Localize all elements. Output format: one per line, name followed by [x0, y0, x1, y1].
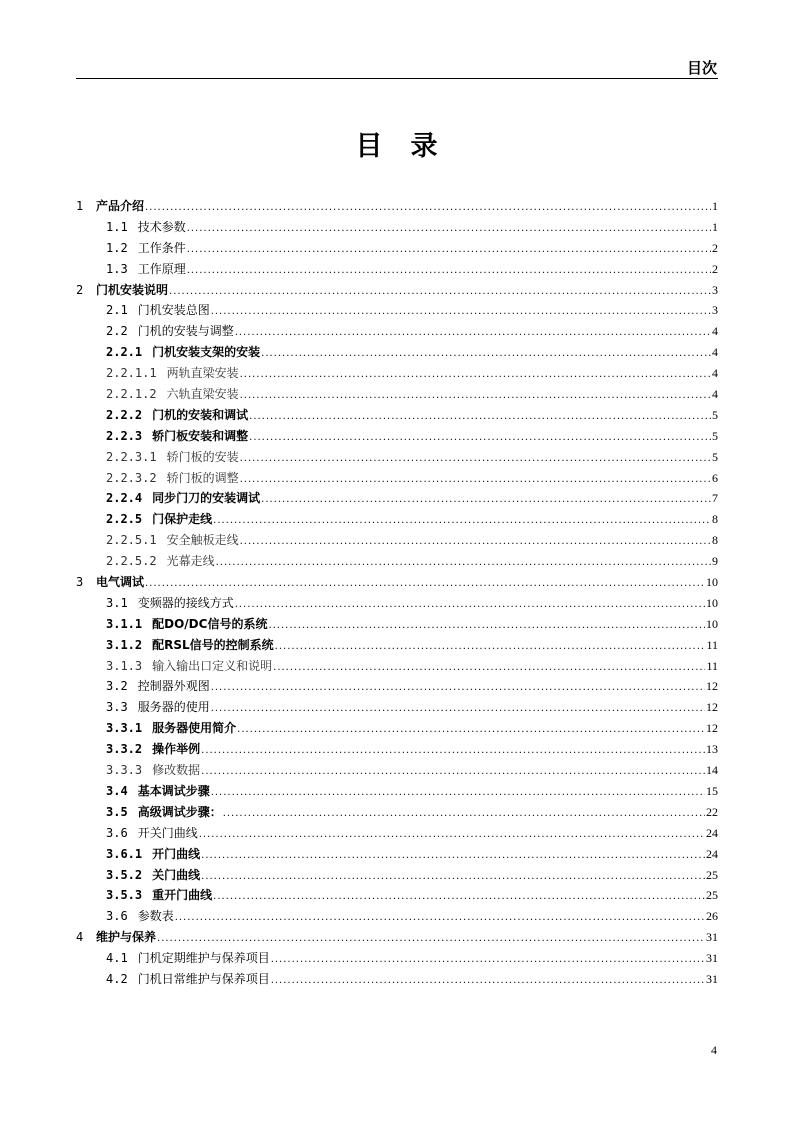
- toc-entry-page: 4: [712, 366, 718, 381]
- toc-entry[interactable]: [76, 739, 718, 760]
- toc-entry-page: 5: [712, 449, 718, 464]
- toc-entry[interactable]: [76, 844, 718, 865]
- toc-entry-page: 12: [706, 700, 718, 715]
- toc-entry-number: 2.2.4: [106, 491, 143, 506]
- toc-entry-title: 开门曲线: [152, 846, 201, 861]
- toc-entry-page: 5: [712, 407, 718, 422]
- toc-entry[interactable]: [76, 760, 718, 781]
- toc-leader-dots: [240, 386, 711, 407]
- toc-entry[interactable]: [76, 384, 718, 405]
- toc-entry[interactable]: [76, 551, 718, 572]
- toc-entry-title: 产品介绍: [96, 199, 145, 213]
- toc-entry-title: 光幕走线: [166, 554, 215, 569]
- toc-entry-number: 2.2.5: [106, 512, 143, 527]
- toc-leader-dots: [145, 198, 711, 219]
- toc-entry-number: 3.1.1: [106, 616, 143, 631]
- toc-leader-dots: [235, 323, 711, 344]
- toc-entry-title: 操作举例: [152, 742, 201, 757]
- toc-entry-title: 门机的安装和调试: [152, 407, 249, 422]
- toc-entry-title: 服务器的使用: [137, 700, 210, 715]
- toc-entry-page: 11: [706, 658, 718, 673]
- toc-entry-page: 6: [712, 470, 718, 485]
- toc-entry-page: 7: [712, 491, 718, 506]
- toc-entry-page: 4: [712, 324, 718, 339]
- toc-entry-title: 工作条件: [137, 240, 186, 255]
- toc-entry-number: 3: [76, 575, 84, 590]
- toc-leader-dots: [249, 428, 711, 449]
- toc-entry-number: 3.3.3: [106, 763, 143, 778]
- toc-entry-title: 门机日常维护与保养项目: [137, 971, 270, 986]
- toc-entry[interactable]: [76, 259, 718, 280]
- toc-leader-dots: [216, 553, 711, 574]
- toc-entry-page: 10: [706, 575, 718, 590]
- toc-entry-page: 2: [712, 240, 718, 255]
- toc-entry[interactable]: [76, 238, 718, 259]
- toc-entry[interactable]: [76, 823, 718, 844]
- toc-leader-dots: [213, 511, 711, 532]
- toc-leader-dots: [261, 344, 711, 365]
- toc-entry-title: 关门曲线: [152, 867, 201, 882]
- toc-entry-number: 1.2: [106, 240, 128, 255]
- toc-entry-page: 1: [712, 219, 718, 234]
- page-title: 目录: [355, 131, 466, 162]
- toc-entry-page: 8: [712, 512, 718, 527]
- toc-entry-number: 3.6: [106, 909, 128, 924]
- toc-entry-title: 基本调试步骤: [137, 783, 210, 798]
- toc-entry-number: 3.4: [106, 783, 128, 798]
- toc-leader-dots: [249, 407, 711, 428]
- toc-entry[interactable]: [76, 593, 718, 614]
- toc-entry-title: 变频器的接线方式: [137, 595, 234, 610]
- toc-entry-page: 3: [712, 282, 718, 297]
- toc-entry[interactable]: [76, 927, 718, 948]
- toc-entry-page: 31: [706, 951, 718, 966]
- toc-entry-title: 轿门板安装和调整: [152, 428, 249, 443]
- toc-entry[interactable]: [76, 906, 718, 927]
- toc-entry-title: 门保护走线: [152, 512, 213, 527]
- toc-entry-number: 3.1.3: [106, 658, 143, 673]
- toc-entry-title: 门机安装支架的安装: [152, 345, 261, 360]
- toc-leader-dots: [201, 741, 705, 762]
- toc-entry[interactable]: [76, 300, 718, 321]
- toc-entry-number: 3.3.1: [106, 721, 143, 736]
- toc-entry-page: 14: [706, 763, 718, 778]
- toc-entry-title: 输入输出口定义和说明: [152, 658, 273, 673]
- toc-entry-number: 3.1: [106, 595, 128, 610]
- toc-entry-page: 13: [706, 742, 718, 757]
- toc-entry-page: 24: [706, 825, 718, 840]
- toc-entry-title: 门机安装总图: [137, 303, 210, 318]
- toc-entry-page: 31: [706, 971, 718, 986]
- toc-entry-page: 25: [706, 888, 718, 903]
- toc-entry-number: 2.2: [106, 324, 128, 339]
- toc-leader-dots: [201, 867, 705, 888]
- toc-entry-page: 5: [712, 428, 718, 443]
- toc-entry-title: 安全触板走线: [166, 533, 239, 548]
- toc-leader-dots: [240, 470, 711, 491]
- toc-entry[interactable]: [76, 363, 718, 384]
- toc-entry[interactable]: [76, 342, 718, 363]
- toc-entry-number: 2.2.1: [106, 345, 143, 360]
- toc-list: [76, 196, 718, 990]
- toc-entry-page: 4: [712, 345, 718, 360]
- toc-entry[interactable]: [76, 530, 718, 551]
- toc-leader-dots: [261, 490, 711, 511]
- toc-entry-number: 2.2.1.2: [106, 387, 157, 402]
- toc-leader-dots: [237, 720, 705, 741]
- toc-leader-dots: [187, 240, 711, 261]
- toc-entry-title: 同步门刀的安装调试: [152, 491, 261, 506]
- toc-entry-number: 3.5: [106, 804, 128, 819]
- toc-entry-title: 技术参数: [137, 219, 186, 234]
- toc-leader-dots: [271, 971, 705, 992]
- toc-entry[interactable]: [76, 635, 718, 656]
- toc-entry-title: 两轨直梁安装: [166, 366, 239, 381]
- toc-entry[interactable]: [76, 405, 718, 426]
- toc-leader-dots: [235, 595, 705, 616]
- toc-entry-title: 高级调试步骤：: [137, 804, 222, 819]
- toc-entry-title: 门机定期维护与保养项目: [137, 951, 270, 966]
- toc-entry-page: 25: [706, 867, 718, 882]
- toc-entry-title: 维护与保养: [96, 930, 157, 945]
- toc-entry-number: 2.2.3.2: [106, 470, 157, 485]
- page-number: 4: [711, 1043, 717, 1057]
- toc-entry-number: 3.2: [106, 679, 128, 694]
- toc-leader-dots: [211, 678, 705, 699]
- toc-entry[interactable]: [76, 321, 718, 342]
- toc-leader-dots: [187, 219, 711, 240]
- toc-leader-dots: [145, 574, 705, 595]
- toc-leader-dots: [223, 804, 705, 825]
- toc-entry-page: 15: [706, 783, 718, 798]
- toc-entry[interactable]: [76, 447, 718, 468]
- toc-entry-page: 11: [706, 637, 718, 652]
- toc-entry-number: 4.2: [106, 971, 128, 986]
- toc-entry-page: 10: [706, 595, 718, 610]
- toc-leader-dots: [199, 825, 705, 846]
- toc-entry[interactable]: [76, 802, 718, 823]
- toc-entry-number: 2.2.2: [106, 407, 143, 422]
- toc-entry[interactable]: [76, 426, 718, 447]
- toc-entry-number: 2: [76, 282, 84, 297]
- toc-entry[interactable]: [76, 196, 718, 217]
- toc-entry-title: 配RSL信号的控制系统: [152, 637, 274, 652]
- toc-entry-page: 3: [712, 303, 718, 318]
- toc-entry-title: 轿门板的调整: [166, 470, 239, 485]
- toc-leader-dots: [201, 762, 705, 783]
- toc-entry-number: 3.3: [106, 700, 128, 715]
- toc-entry-number: 2.2.3: [106, 428, 143, 443]
- toc-entry[interactable]: [76, 656, 718, 677]
- toc-entry-page: 24: [706, 846, 718, 861]
- toc-leader-dots: [175, 908, 705, 929]
- toc-entry-page: 2: [712, 261, 718, 276]
- toc-entry-title: 门机的安装与调整: [137, 324, 234, 339]
- toc-entry[interactable]: [76, 217, 718, 238]
- toc-leader-dots: [187, 261, 711, 282]
- toc-entry-title: 修改数据: [152, 763, 201, 778]
- toc-leader-dots: [213, 887, 705, 908]
- toc-entry-page: 9: [712, 554, 718, 569]
- toc-leader-dots: [271, 950, 705, 971]
- toc-leader-dots: [169, 282, 711, 303]
- toc-entry[interactable]: [76, 614, 718, 635]
- toc-leader-dots: [240, 532, 711, 553]
- toc-entry-number: 4.1: [106, 951, 128, 966]
- toc-entry[interactable]: [76, 572, 718, 593]
- toc-entry-page: 4: [712, 387, 718, 402]
- toc-entry-number: 3.5.3: [106, 888, 143, 903]
- toc-leader-dots: [211, 699, 705, 720]
- toc-entry-page: 12: [706, 679, 718, 694]
- toc-entry-title: 开关门曲线: [137, 825, 198, 840]
- toc-entry-title: 配DO/DC信号的系统: [152, 616, 268, 631]
- toc-entry-number: 1.3: [106, 261, 128, 276]
- toc-entry[interactable]: [76, 718, 718, 739]
- toc-leader-dots: [273, 658, 705, 679]
- toc-entry-page: 22: [706, 804, 718, 819]
- toc-leader-dots: [240, 449, 711, 470]
- toc-entry-page: 31: [706, 930, 718, 945]
- toc-entry-title: 电气调试: [96, 575, 145, 590]
- toc-leader-dots: [275, 637, 706, 658]
- toc-entry-title: 参数表: [137, 909, 174, 924]
- toc-entry[interactable]: [76, 948, 718, 969]
- toc-leader-dots: [157, 929, 705, 950]
- toc-entry-number: 3.1.2: [106, 637, 143, 652]
- header-rule: [76, 78, 718, 79]
- toc-entry[interactable]: [76, 468, 718, 489]
- toc-entry-number: 1.1: [106, 219, 128, 234]
- toc-entry-number: 2.2.3.1: [106, 449, 157, 464]
- toc-leader-dots: [211, 302, 711, 323]
- toc-entry-title: 门机安装说明: [96, 282, 169, 297]
- toc-leader-dots: [211, 783, 705, 804]
- toc-entry[interactable]: [76, 488, 718, 509]
- toc-entry-title: 六轨直梁安装: [166, 387, 239, 402]
- header-tag: 目次: [686, 59, 717, 77]
- toc-entry-title: 重开门曲线: [152, 888, 213, 903]
- toc-entry-title: 工作原理: [137, 261, 186, 276]
- toc-entry-page: 26: [706, 909, 718, 924]
- toc-entry[interactable]: [76, 676, 718, 697]
- toc-leader-dots: [201, 846, 705, 867]
- toc-entry-number: 2.1: [106, 303, 128, 318]
- toc-entry-title: 控制器外观图: [137, 679, 210, 694]
- toc-entry-page: 10: [706, 616, 718, 631]
- toc-entry-title: 服务器使用简介: [152, 721, 237, 736]
- toc-entry[interactable]: [76, 969, 718, 990]
- toc-entry[interactable]: [76, 781, 718, 802]
- toc-entry-page: 12: [706, 721, 718, 736]
- toc-entry-number: 2.2.1.1: [106, 366, 157, 381]
- toc-entry[interactable]: [76, 697, 718, 718]
- toc-entry[interactable]: [76, 509, 718, 530]
- toc-entry-number: 1: [76, 199, 84, 213]
- toc-entry-page: 8: [712, 533, 718, 548]
- toc-entry-number: 3.6.1: [106, 846, 143, 861]
- toc-leader-dots: [240, 365, 711, 386]
- toc-entry-number: 4: [76, 930, 84, 945]
- toc-entry-number: 3.3.2: [106, 742, 143, 757]
- toc-leader-dots: [268, 616, 705, 637]
- toc-entry-number: 3.5.2: [106, 867, 143, 882]
- toc-entry[interactable]: [76, 885, 718, 906]
- toc-entry-number: 2.2.5.1: [106, 533, 157, 548]
- toc-entry[interactable]: [76, 865, 718, 886]
- toc-entry-title: 轿门板的安装: [166, 449, 239, 464]
- toc-entry[interactable]: [76, 280, 718, 301]
- toc-entry-number: 3.6: [106, 825, 128, 840]
- toc-entry-page: 1: [712, 199, 718, 213]
- toc-entry-number: 2.2.5.2: [106, 554, 157, 569]
